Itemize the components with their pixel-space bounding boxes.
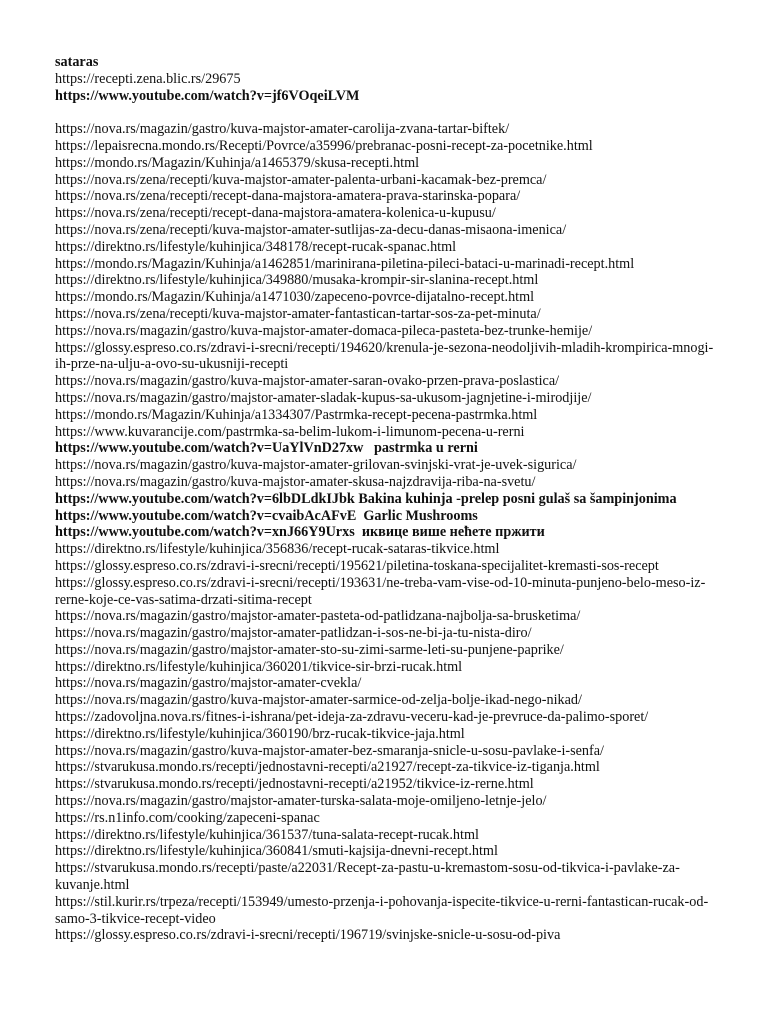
url-line: https://nova.rs/zena/recepti/recept-dana-majstora-amatera-prava-starinska-popara/ bbox=[55, 188, 521, 205]
url-line: https://lepaisrecna.mondo.rs/Recepti/Povrce/a35996/prebranac-posni-recept-za-pocetnike.html bbox=[55, 137, 593, 154]
url-line: https://nova.rs/zena/recepti/kuva-majstor-amater-palenta-urbani-kacamak-bez-premca/ bbox=[55, 171, 547, 188]
url-line: https://stvarukusa.mondo.rs/recepti/jednostavni-recepti/a21952/tikvice-iz-rerne.html bbox=[55, 776, 534, 793]
url-line: https://mondo.rs/Magazin/Kuhinja/a1465379/skusa-recepti.html bbox=[55, 154, 420, 171]
url-line: https://glossy.espreso.co.rs/zdravi-i-srecni/recepti/193631/ne-treba-vam-vise-od-10-minuta-punjeno-belo-meso-iz-rerne-koje-ce-vas-satima-drzati-sitima-recept bbox=[55, 574, 706, 608]
url-line: https://direktno.rs/lifestyle/kuhinjica/360841/smuti-kajsija-dnevni-recept.html bbox=[55, 843, 498, 860]
url-line: https://nova.rs/magazin/gastro/majstor-amater-sto-su-zimi-sarme-leti-su-punjene-paprike/ bbox=[55, 641, 564, 658]
bold-text-line: sataras bbox=[55, 54, 99, 70]
url-line: https://mondo.rs/Magazin/Kuhinja/a1462851/marinirana-piletina-pileci-bataci-u-marinadi-recept.html bbox=[55, 255, 635, 272]
url-line: https://nova.rs/magazin/gastro/majstor-amater-sladak-kupus-sa-ukusom-jagnjetine-i-mirodjije/ bbox=[55, 389, 592, 406]
url-line: https://glossy.espreso.co.rs/zdravi-i-srecni/recepti/196719/svinjske-snicle-u-sosu-od-piva bbox=[55, 927, 561, 944]
url-line: https://direktno.rs/lifestyle/kuhinjica/349880/musaka-krompir-sir-slanina-recept.html bbox=[55, 272, 539, 289]
url-line: https://direktno.rs/lifestyle/kuhinjica/361537/tuna-salata-recept-rucak.html bbox=[55, 826, 479, 843]
url-line: https://www.kuvarancije.com/pastrmka-sa-belim-lukom-i-limunom-pecena-u-rerni bbox=[55, 423, 525, 440]
document-page bbox=[55, 54, 715, 944]
url-line: https://recepti.zena.blic.rs/29675 bbox=[55, 70, 241, 87]
url-line: https://nova.rs/zena/recepti/recept-dana-majstora-amatera-kolenica-u-kupusu/ bbox=[55, 205, 496, 222]
url-line: https://nova.rs/zena/recepti/kuva-majstor-amater-fantastican-tartar-sos-za-pet-minuta/ bbox=[55, 305, 541, 322]
url-line: https://rs.n1info.com/cooking/zapeceni-spanac bbox=[55, 809, 320, 826]
bold-text-line: https://www.youtube.com/watch?v=UaYlVnD27xw pastrmka u rerni bbox=[55, 440, 478, 457]
url-line: https://nova.rs/magazin/gastro/majstor-amater-pasteta-od-patlidzana-najbolja-sa-brusketima/ bbox=[55, 608, 581, 625]
bold-text-line: https://www.youtube.com/watch?v=cvaibAcAFvE Garlic Mushrooms bbox=[55, 507, 478, 524]
url-line: https://nova.rs/magazin/gastro/kuva-majstor-amater-domaca-pileca-pasteta-bez-trunke-hemije/ bbox=[55, 322, 593, 339]
url-line: https://nova.rs/magazin/gastro/kuva-majstor-amater-bez-smaranja-snicle-u-sosu-pavlake-i-senfa/ bbox=[55, 742, 604, 759]
blank-line bbox=[55, 104, 715, 121]
url-line: https://nova.rs/magazin/gastro/kuva-majstor-amater-skusa-najzdravija-riba-na-svetu/ bbox=[55, 473, 536, 490]
url-line: https://direktno.rs/lifestyle/kuhinjica/360201/tikvice-sir-brzi-rucak.html bbox=[55, 658, 463, 675]
url-line: https://direktno.rs/lifestyle/kuhinjica/360190/brz-rucak-tikvice-jaja.html bbox=[55, 725, 465, 742]
url-line: https://mondo.rs/Magazin/Kuhinja/a1334307/Pastrmka-recept-pecena-pastrmka.html bbox=[55, 406, 538, 423]
url-line: https://nova.rs/magazin/gastro/kuva-majstor-amater-saran-ovako-przen-prava-poslastica/ bbox=[55, 373, 560, 390]
url-line: https://nova.rs/magazin/gastro/kuva-majstor-amater-carolija-zvana-tartar-biftek/ bbox=[55, 121, 510, 138]
url-line: https://zadovoljna.nova.rs/fitnes-i-ishrana/pet-ideja-za-zdravu-veceru-kad-je-prevruce-da-palimo-sporet/ bbox=[55, 709, 649, 726]
url-line: https://stil.kurir.rs/trpeza/recepti/153949/umesto-przenja-i-pohovanja-ispecite-tikvice-u-rerni-fantastican-rucak-od-samo-3-tikvice-recept-video bbox=[55, 893, 709, 927]
bold-text-line: https://www.youtube.com/watch?v=6lbDLdkIJbk Bakina kuhinja -prelep posni gulaš sa šampinjonima bbox=[55, 490, 677, 507]
url-line: https://glossy.espreso.co.rs/zdravi-i-srecni/recepti/194620/krenula-je-sezona-neodoljivih-mladih-krompirica-mnogi-ih-prze-na-ulju-a-ovo-su-ukusniji-recepti bbox=[55, 339, 714, 373]
bold-text-line: https://www.youtube.com/watch?v=xnJ66Y9Urxs иквице више нећете пржити bbox=[55, 524, 545, 541]
url-line: https://nova.rs/magazin/gastro/kuva-majstor-amater-grilovan-svinjski-vrat-je-uvek-sigurica/ bbox=[55, 457, 577, 474]
url-line: https://glossy.espreso.co.rs/zdravi-i-srecni/recepti/195621/piletina-toskana-specijalitet-kremasti-sos-recept bbox=[55, 557, 659, 574]
url-line: https://stvarukusa.mondo.rs/recepti/jednostavni-recepti/a21927/recept-za-tikvice-iz-tiganja.html bbox=[55, 759, 600, 776]
url-line: https://mondo.rs/Magazin/Kuhinja/a1471030/zapeceno-povrce-dijatalno-recept.html bbox=[55, 289, 535, 306]
url-line: https://stvarukusa.mondo.rs/recepti/paste/a22031/Recept-za-pastu-u-kremastom-sosu-od-tikvica-i-pavlake-za-kuvanje.html bbox=[55, 860, 680, 894]
url-line: https://direktno.rs/lifestyle/kuhinjica/356836/recept-rucak-sataras-tikvice.html bbox=[55, 541, 500, 558]
url-line: https://direktno.rs/lifestyle/kuhinjica/348178/recept-rucak-spanac.html bbox=[55, 238, 457, 255]
bold-text-line: https://www.youtube.com/watch?v=jf6VOqeiLVM bbox=[55, 87, 360, 104]
url-line: https://nova.rs/magazin/gastro/majstor-amater-turska-salata-moje-omiljeno-letnje-jelo/ bbox=[55, 793, 547, 810]
url-line: https://nova.rs/magazin/gastro/majstor-amater-patlidzan-i-sos-ne-bi-ja-tu-nista-diro/ bbox=[55, 625, 532, 642]
url-line: https://nova.rs/magazin/gastro/majstor-amater-cvekla/ bbox=[55, 675, 362, 692]
url-line: https://nova.rs/magazin/gastro/kuva-majstor-amater-sarmice-od-zelja-bolje-ikad-nego-nikad/ bbox=[55, 692, 582, 709]
url-line: https://nova.rs/zena/recepti/kuva-majstor-amater-sutlijas-za-decu-danas-misaona-imenica/ bbox=[55, 221, 567, 238]
